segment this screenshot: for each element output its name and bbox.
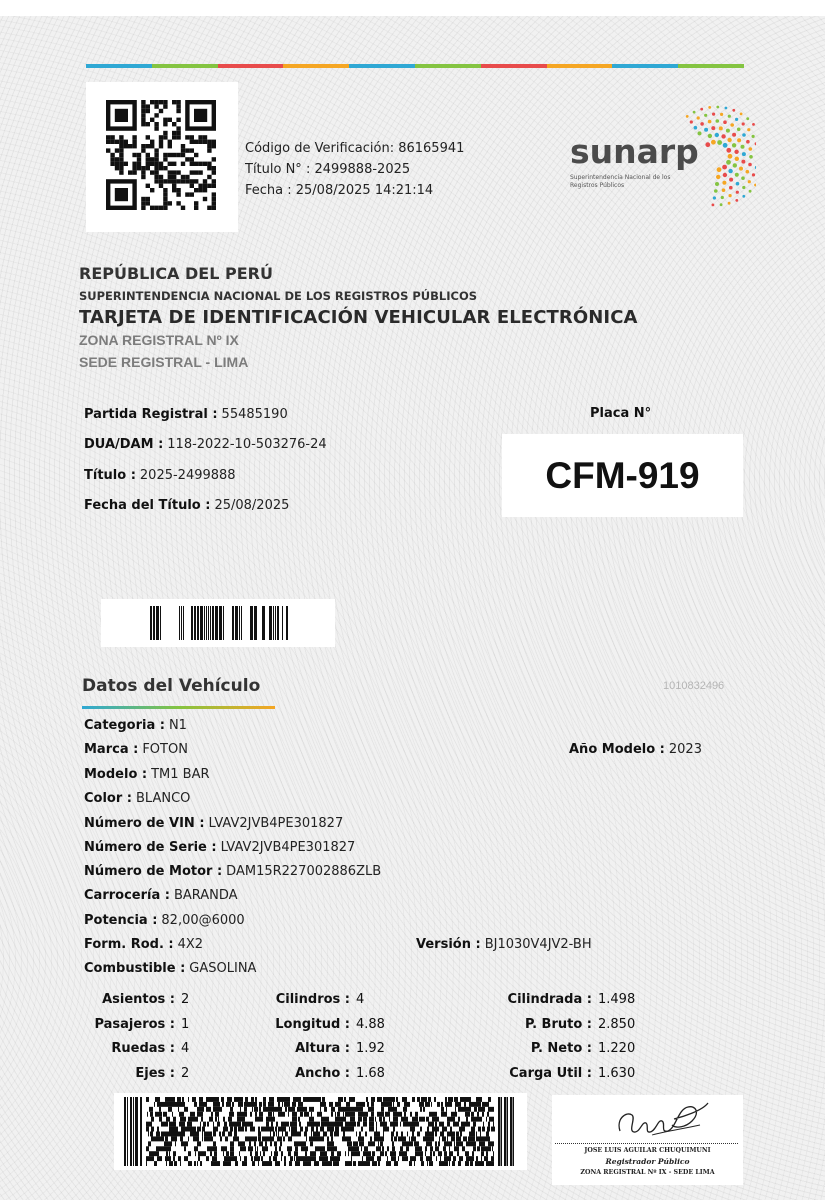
card-title: TARJETA DE IDENTIFICACIÓN VEHICULAR ELECTRÓNICA: [79, 307, 638, 328]
signature-block: [552, 1095, 743, 1185]
carroceria-label: Carrocería :: [84, 888, 170, 903]
combustible: [84, 961, 256, 976]
top-band: [0, 0, 825, 16]
titulo: [84, 468, 236, 483]
cargautil-value: 1.630: [598, 1066, 636, 1081]
serie-value: LVAV2JVB4PE301827: [220, 840, 356, 855]
ejes-label: Ejes :: [135, 1066, 175, 1081]
formrod-value: 4X2: [177, 937, 204, 952]
plate-number: CFM-919: [545, 455, 700, 496]
issue-date: Fecha : 25/08/2025 14:21:14: [245, 183, 434, 198]
titulo-label: Título :: [84, 468, 136, 483]
motor: [84, 864, 381, 879]
zone-heading: ZONA REGISTRAL Nº IX: [79, 332, 239, 348]
qr-code: [86, 82, 238, 232]
ruedas-label: Ruedas :: [111, 1041, 175, 1056]
serie: [84, 840, 355, 855]
ruedas-value: 4: [181, 1041, 190, 1056]
marca-value: FOTON: [142, 742, 188, 757]
sede-heading: SEDE REGISTRAL - LIMA: [79, 354, 249, 370]
anio-modelo: [569, 742, 702, 757]
categoria-label: Categoria :: [84, 718, 165, 733]
titulo-value: 2025-2499888: [139, 468, 236, 483]
carga-util: [400, 1066, 640, 1081]
asientos-label: Asientos :: [102, 992, 175, 1007]
dua-dam: [84, 437, 327, 452]
modelo-value: TM1 BAR: [151, 767, 210, 782]
anio-label: Año Modelo :: [569, 742, 665, 757]
vin: [84, 816, 343, 831]
reference-number: 1010832496: [663, 680, 725, 692]
ejes: [0, 1066, 195, 1081]
altura-label: Altura :: [295, 1041, 350, 1056]
stripe-segment: [481, 64, 547, 68]
stripe-segment: [218, 64, 284, 68]
version-label: Versión :: [416, 937, 481, 952]
fecha-titulo-label: Fecha del Título :: [84, 498, 211, 513]
registrar-name: JOSE LUIS AGUILAR CHUQUIMUNI: [584, 1147, 711, 1154]
pneto-value: 1.220: [598, 1041, 636, 1056]
vehicle-section-title: Datos del Vehículo: [82, 676, 261, 696]
carroceria-value: BARANDA: [173, 888, 238, 903]
registrar-zone: ZONA REGISTRAL Nº IX - SEDE LIMA: [580, 1169, 715, 1176]
section-underline: [82, 706, 275, 709]
modelo: [84, 767, 210, 782]
partida-registral: [84, 407, 288, 422]
color-value: BLANCO: [136, 791, 191, 806]
logo-subtitle: Superintendencia Nacional de los Registros Públicos: [570, 174, 671, 189]
cilindrada: [400, 992, 640, 1007]
cilindros: [200, 992, 388, 1007]
stripe-segment: [152, 64, 218, 68]
categoria-value: N1: [168, 718, 187, 733]
p-bruto: [400, 1017, 640, 1032]
motor-label: Número de Motor :: [84, 864, 223, 879]
pasajeros: [0, 1017, 195, 1032]
cilindros-value: 4: [356, 992, 365, 1007]
cargautil-label: Carga Util :: [509, 1066, 592, 1081]
handwritten-signature-icon: [612, 1101, 712, 1143]
color-stripe: [86, 64, 744, 68]
asientos: [0, 992, 195, 1007]
potencia-value: 82,00@6000: [161, 913, 245, 928]
version: [416, 937, 592, 952]
stripe-segment: [612, 64, 678, 68]
formrod-label: Form. Rod. :: [84, 937, 174, 952]
longitud-value: 4.88: [356, 1017, 385, 1032]
anio-value: 2023: [668, 742, 702, 757]
pasajeros-value: 1: [181, 1017, 190, 1032]
superintendence-heading: SUPERINTENDENCIA NACIONAL DE LOS REGISTROS PÚBLICOS: [79, 289, 478, 303]
stripe-segment: [86, 64, 152, 68]
dua-label: DUA/DAM :: [84, 437, 164, 452]
marca-label: Marca :: [84, 742, 139, 757]
color-label: Color :: [84, 791, 132, 806]
longitud-label: Longitud :: [275, 1017, 350, 1032]
motor-value: DAM15R227002886ZLB: [226, 864, 382, 879]
stripe-segment: [547, 64, 613, 68]
barcode-icon: [147, 606, 289, 640]
potencia: [84, 913, 245, 928]
fecha-titulo: [84, 498, 289, 513]
stripe-segment: [349, 64, 415, 68]
ancho: [200, 1066, 388, 1081]
signature-line: [555, 1143, 738, 1145]
asientos-value: 2: [181, 992, 190, 1007]
cilindrada-value: 1.498: [598, 992, 636, 1007]
partida-value: 55485190: [221, 407, 288, 422]
p-neto: [400, 1041, 640, 1056]
title-number: Título N° : 2499888-2025: [245, 162, 411, 177]
carroceria: [84, 888, 238, 903]
logo-word: sunarp: [570, 132, 699, 171]
pbruto-label: P. Bruto :: [524, 1017, 592, 1032]
vin-label: Número de VIN :: [84, 816, 205, 831]
barcode-small: [101, 599, 335, 647]
sunarp-logo: [566, 98, 756, 208]
pbruto-value: 2.850: [598, 1017, 636, 1032]
cilindrada-label: Cilindrada :: [507, 992, 592, 1007]
cilindros-label: Cilindros :: [275, 992, 350, 1007]
stripe-segment: [678, 64, 744, 68]
modelo-label: Modelo :: [84, 767, 148, 782]
ancho-label: Ancho :: [295, 1066, 350, 1081]
ancho-value: 1.68: [356, 1066, 385, 1081]
color: [84, 791, 190, 806]
vin-value: LVAV2JVB4PE301827: [208, 816, 344, 831]
potencia-label: Potencia :: [84, 913, 158, 928]
version-value: BJ1030V4JV2-BH: [484, 937, 592, 952]
dua-value: 118-2022-10-503276-24: [167, 437, 327, 452]
combustible-value: GASOLINA: [189, 961, 257, 976]
partida-label: Partida Registral :: [84, 407, 218, 422]
serie-label: Número de Serie :: [84, 840, 217, 855]
altura-value: 1.92: [356, 1041, 385, 1056]
stripe-segment: [415, 64, 481, 68]
ruedas: [0, 1041, 195, 1056]
pdf417-barcode: [114, 1093, 527, 1170]
categoria: [84, 718, 187, 733]
verification-code: Código de Verificación: 86165941: [245, 141, 465, 156]
pasajeros-label: Pasajeros :: [94, 1017, 175, 1032]
form-rod: [84, 937, 203, 952]
plate-box: [502, 434, 743, 517]
qr-code-icon: [106, 100, 218, 214]
marca: [84, 742, 188, 757]
longitud: [200, 1017, 388, 1032]
pneto-label: P. Neto :: [530, 1041, 592, 1056]
registrar-role: Registrador Público: [605, 1157, 690, 1166]
fecha-titulo-value: 25/08/2025: [214, 498, 290, 513]
pdf417-barcode-icon: [124, 1097, 517, 1166]
combustible-label: Combustible :: [84, 961, 186, 976]
altura: [200, 1041, 388, 1056]
republic-heading: REPÚBLICA DEL PERÚ: [79, 264, 273, 283]
plate-label: Placa N°: [590, 406, 652, 421]
ejes-value: 2: [181, 1066, 190, 1081]
stripe-segment: [283, 64, 349, 68]
verification-block: [245, 138, 464, 201]
